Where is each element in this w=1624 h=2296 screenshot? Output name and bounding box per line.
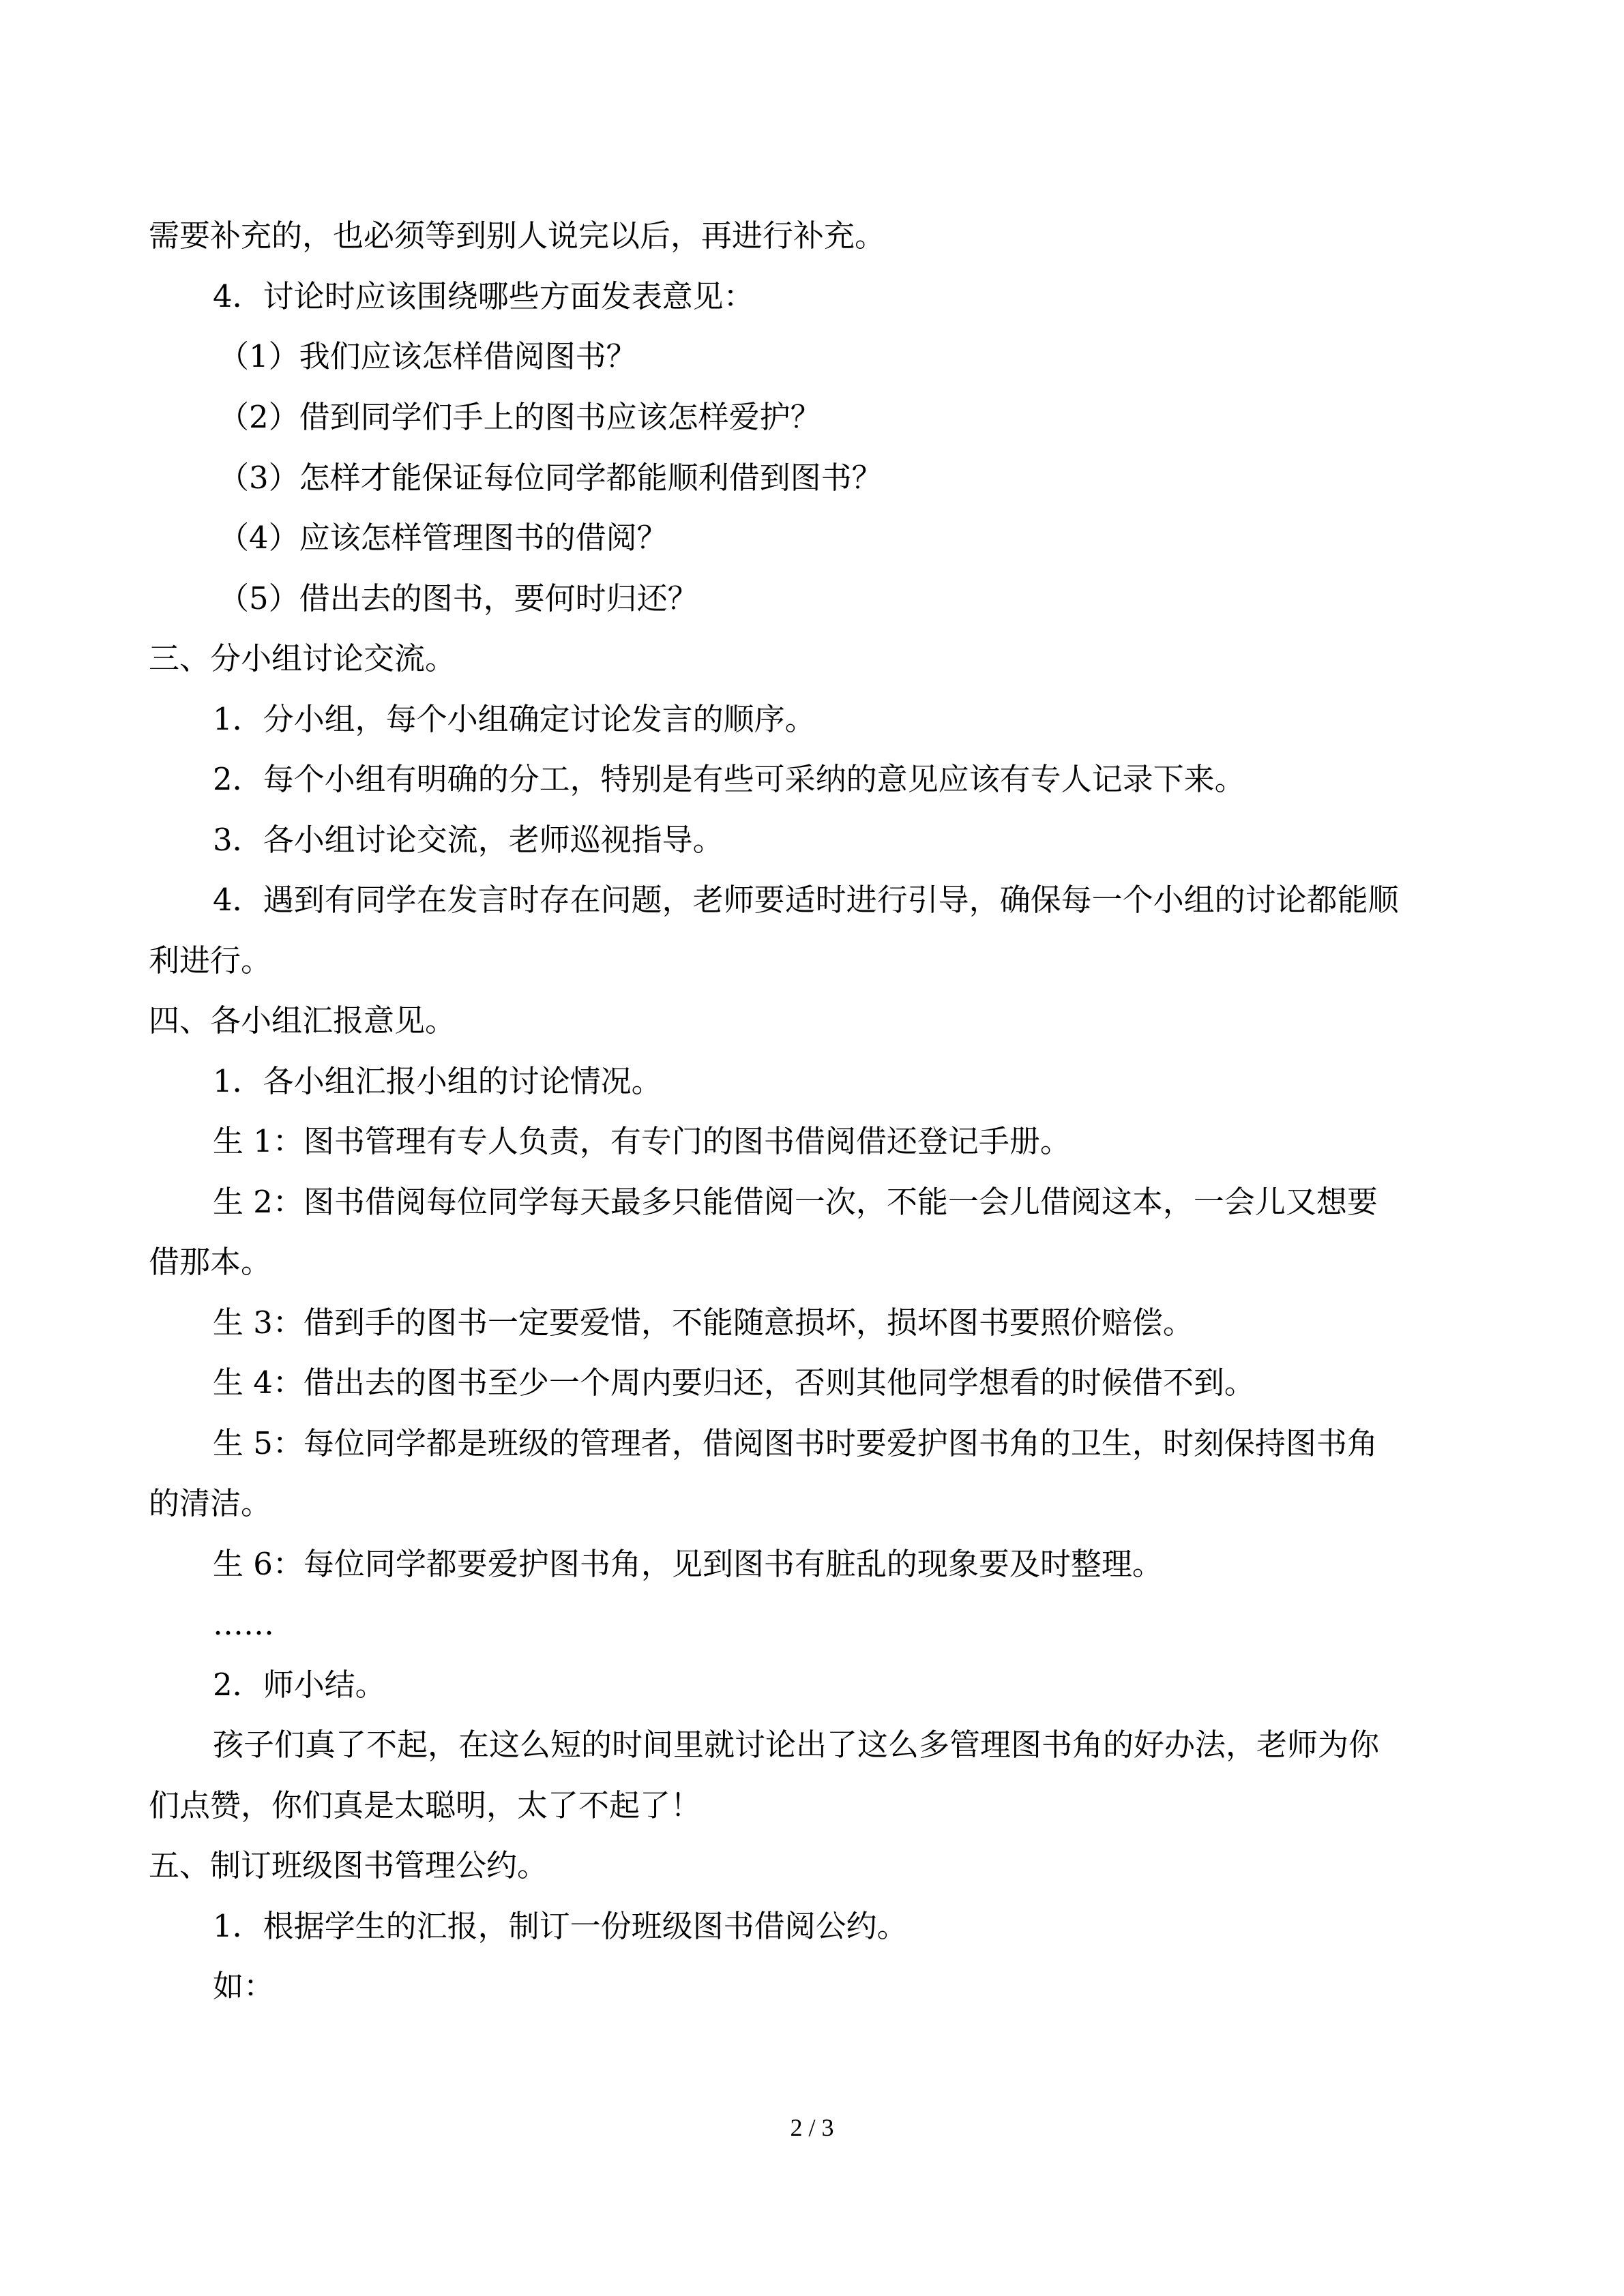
text-line: 生 1：图书管理有专人负责，有专门的图书借阅借还登记手册。	[213, 1123, 1071, 1159]
text-line: 生 6：每位同学都要爱护图书角，见到图书有脏乱的现象要及时整理。	[213, 1546, 1163, 1582]
text-line: （5）借出去的图书，要何时归还？	[218, 580, 698, 616]
section-heading: 五、制订班级图书管理公约。	[149, 1847, 548, 1883]
text-line: 1．分小组，每个小组确定讨论发言的顺序。	[213, 701, 816, 737]
text-line: 2．师小结。	[213, 1667, 386, 1703]
text-line: （4）应该怎样管理图书的借阅？	[218, 520, 668, 556]
text-line: 孩子们真了不起，在这么短的时间里就讨论出了这么多管理图书角的好办法，老师为你	[213, 1727, 1380, 1763]
text-line: 借那本。	[149, 1244, 272, 1280]
text-line: 需要补充的，也必须等到别人说完以后，再进行补充。	[149, 218, 886, 254]
text-line: 1．根据学生的汇报，制订一份班级图书借阅公约。	[213, 1908, 908, 1944]
section-heading: 三、分小组讨论交流。	[149, 640, 456, 676]
text-line: 1．各小组汇报小组的讨论情况。	[213, 1063, 662, 1099]
text-line: 们点赞，你们真是太聪明，太了不起了！	[149, 1787, 702, 1823]
text-line: ……	[213, 1606, 274, 1642]
section-heading: 四、各小组汇报意见。	[149, 1002, 456, 1039]
text-line: 生 3：借到手的图书一定要爱惜，不能随意损坏，损坏图书要照价赔偿。	[213, 1304, 1194, 1341]
text-line: （1）我们应该怎样借阅图书？	[218, 338, 637, 374]
text-line: 如：	[213, 1968, 275, 2004]
text-line: 利进行。	[149, 942, 272, 979]
page-number: 2 / 3	[790, 2114, 834, 2141]
text-line: 4．遇到有同学在发言时存在问题，老师要适时进行引导，确保每一个小组的讨论都能顺	[213, 882, 1399, 918]
text-line: （3）怎样才能保证每位同学都能顺利借到图书？	[218, 460, 883, 496]
text-line: 生 4：借出去的图书至少一个周内要归还，否则其他同学想看的时候借不到。	[213, 1365, 1255, 1401]
text-line: （2）借到同学们手上的图书应该怎样爱护？	[218, 399, 821, 435]
text-line: 生 2：图书借阅每位同学每天最多只能借阅一次，不能一会儿借阅这本，一会儿又想要	[213, 1184, 1378, 1220]
text-line: 的清洁。	[149, 1485, 272, 1521]
text-line: 4．讨论时应该围绕哪些方面发表意见：	[213, 278, 754, 314]
text-line: 生 5：每位同学都是班级的管理者，借阅图书时要爱护图书角的卫生，时刻保持图书角	[213, 1425, 1378, 1461]
text-line: 3．各小组讨论交流，老师巡视指导。	[213, 822, 724, 858]
text-line: 2．每个小组有明确的分工，特别是有些可采纳的意见应该有专人记录下来。	[213, 761, 1245, 797]
